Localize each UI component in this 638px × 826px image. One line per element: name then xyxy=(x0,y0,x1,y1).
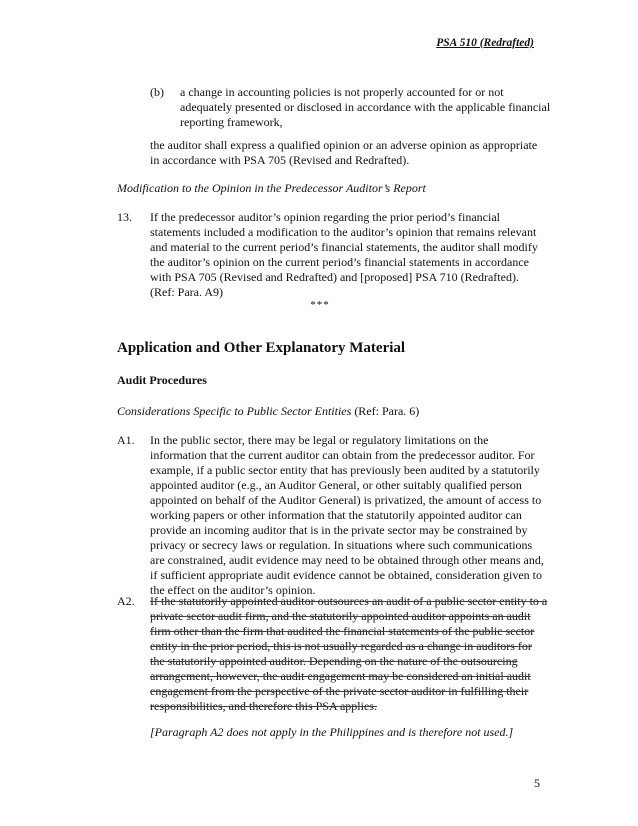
text-line: are constrained, audit evidence may need to be obtained through other means and, xyxy=(150,553,544,567)
para-a2-text xyxy=(150,594,547,714)
considerations-ref: (Ref: Para. 6) xyxy=(351,404,420,418)
para-13-number: 13. xyxy=(117,210,132,224)
text-line: entity in the prior period, this is not usually regarded as a change in auditors for xyxy=(150,639,532,653)
text-line: appointed auditor (e.g., an Auditor General, or other suitably qualified person xyxy=(150,478,522,492)
para-a1-number: A1. xyxy=(117,433,135,447)
text-line: and material to the current period’s financial statements, the auditor shall modify xyxy=(150,240,538,254)
conclusion-text xyxy=(150,138,537,168)
page-header: PSA 510 (Redrafted) xyxy=(436,37,534,49)
audit-procedures-heading: Audit Procedures xyxy=(117,373,207,387)
text-line: if sufficient appropriate audit evidence cannot be obtained, consideration given to xyxy=(150,568,542,582)
text-line: arrangement, however, the audit engagement may be considered an initial audit xyxy=(150,669,531,683)
para-a2-number: A2. xyxy=(117,594,135,608)
considerations-heading xyxy=(117,404,419,419)
philippines-note: [Paragraph A2 does not apply in the Philippines and is therefore not used.] xyxy=(150,725,514,739)
text-line: If the statutorily appointed auditor outsources an audit of a public sector entity to a xyxy=(150,594,548,608)
text-line: the statutorily appointed auditor. Depending on the nature of the outsourcing xyxy=(150,654,518,668)
text-line: firm other than the firm that audited the financial statements of the public sector xyxy=(150,624,535,638)
section-separator: *** xyxy=(310,299,330,311)
text-line: In the public sector, there may be legal or regulatory limitations on the xyxy=(150,433,489,447)
text-line: (Ref: Para. A9) xyxy=(150,285,223,299)
page-number: 5 xyxy=(534,776,540,790)
text-line: provide an incoming auditor that is in the private sector may be constrained by xyxy=(150,523,528,537)
text-line: the auditor shall express a qualified opinion or an adverse opinion as appropriate xyxy=(150,138,538,152)
text-line: responsibilities, and therefore this PSA applies. xyxy=(150,699,377,713)
text-line: with PSA 705 (Revised and Redrafted) and [proposed] PSA 710 (Redrafted). xyxy=(150,270,519,284)
item-b-text xyxy=(180,85,550,130)
text-line: privacy or secrecy laws or regulation. In situations where such communications xyxy=(150,538,533,552)
para-13-text xyxy=(150,210,538,300)
text-line: statements included a modification to the auditor’s opinion that remains relevant xyxy=(150,225,537,239)
text-line: engagement from the perspective of the private sector auditor in fulfilling their xyxy=(150,684,529,698)
text-line: a change in accounting policies is not properly accounted for or not xyxy=(180,85,504,99)
text-line: private sector audit firm, and the statutorily appointed auditor appoints an audit xyxy=(150,609,531,623)
text-line: working papers or other information that the statutorily appointed auditor can xyxy=(150,508,522,522)
text-line: reporting framework, xyxy=(180,115,283,129)
text-line: in accordance with PSA 705 (Revised and Redrafted). xyxy=(150,153,410,167)
considerations-title: Considerations Specific to Public Sector Entities xyxy=(117,404,352,418)
text-line: information that the current auditor can obtain from the predecessor auditor. For xyxy=(150,448,535,462)
section-heading: Application and Other Explanatory Material xyxy=(117,340,406,356)
text-line: example, if a public sector entity that has previously been audited by a statutorily xyxy=(150,463,540,477)
para-a1-text xyxy=(150,433,544,598)
text-line: adequately presented or disclosed in accordance with the applicable financial xyxy=(180,100,551,114)
text-line: the effect on the auditor’s opinion. xyxy=(150,583,316,597)
text-line: appointed on behalf of the Auditor General) is privatized, the amount of access to xyxy=(150,493,542,507)
text-line: If the predecessor auditor’s opinion regarding the prior period’s financial xyxy=(150,210,500,224)
item-b-label: (b) xyxy=(150,85,164,99)
text-line: the auditor’s opinion on the current period’s financial statements in accordance xyxy=(150,255,529,269)
subheading-modification: Modification to the Opinion in the Predecessor Auditor’s Report xyxy=(117,181,426,195)
